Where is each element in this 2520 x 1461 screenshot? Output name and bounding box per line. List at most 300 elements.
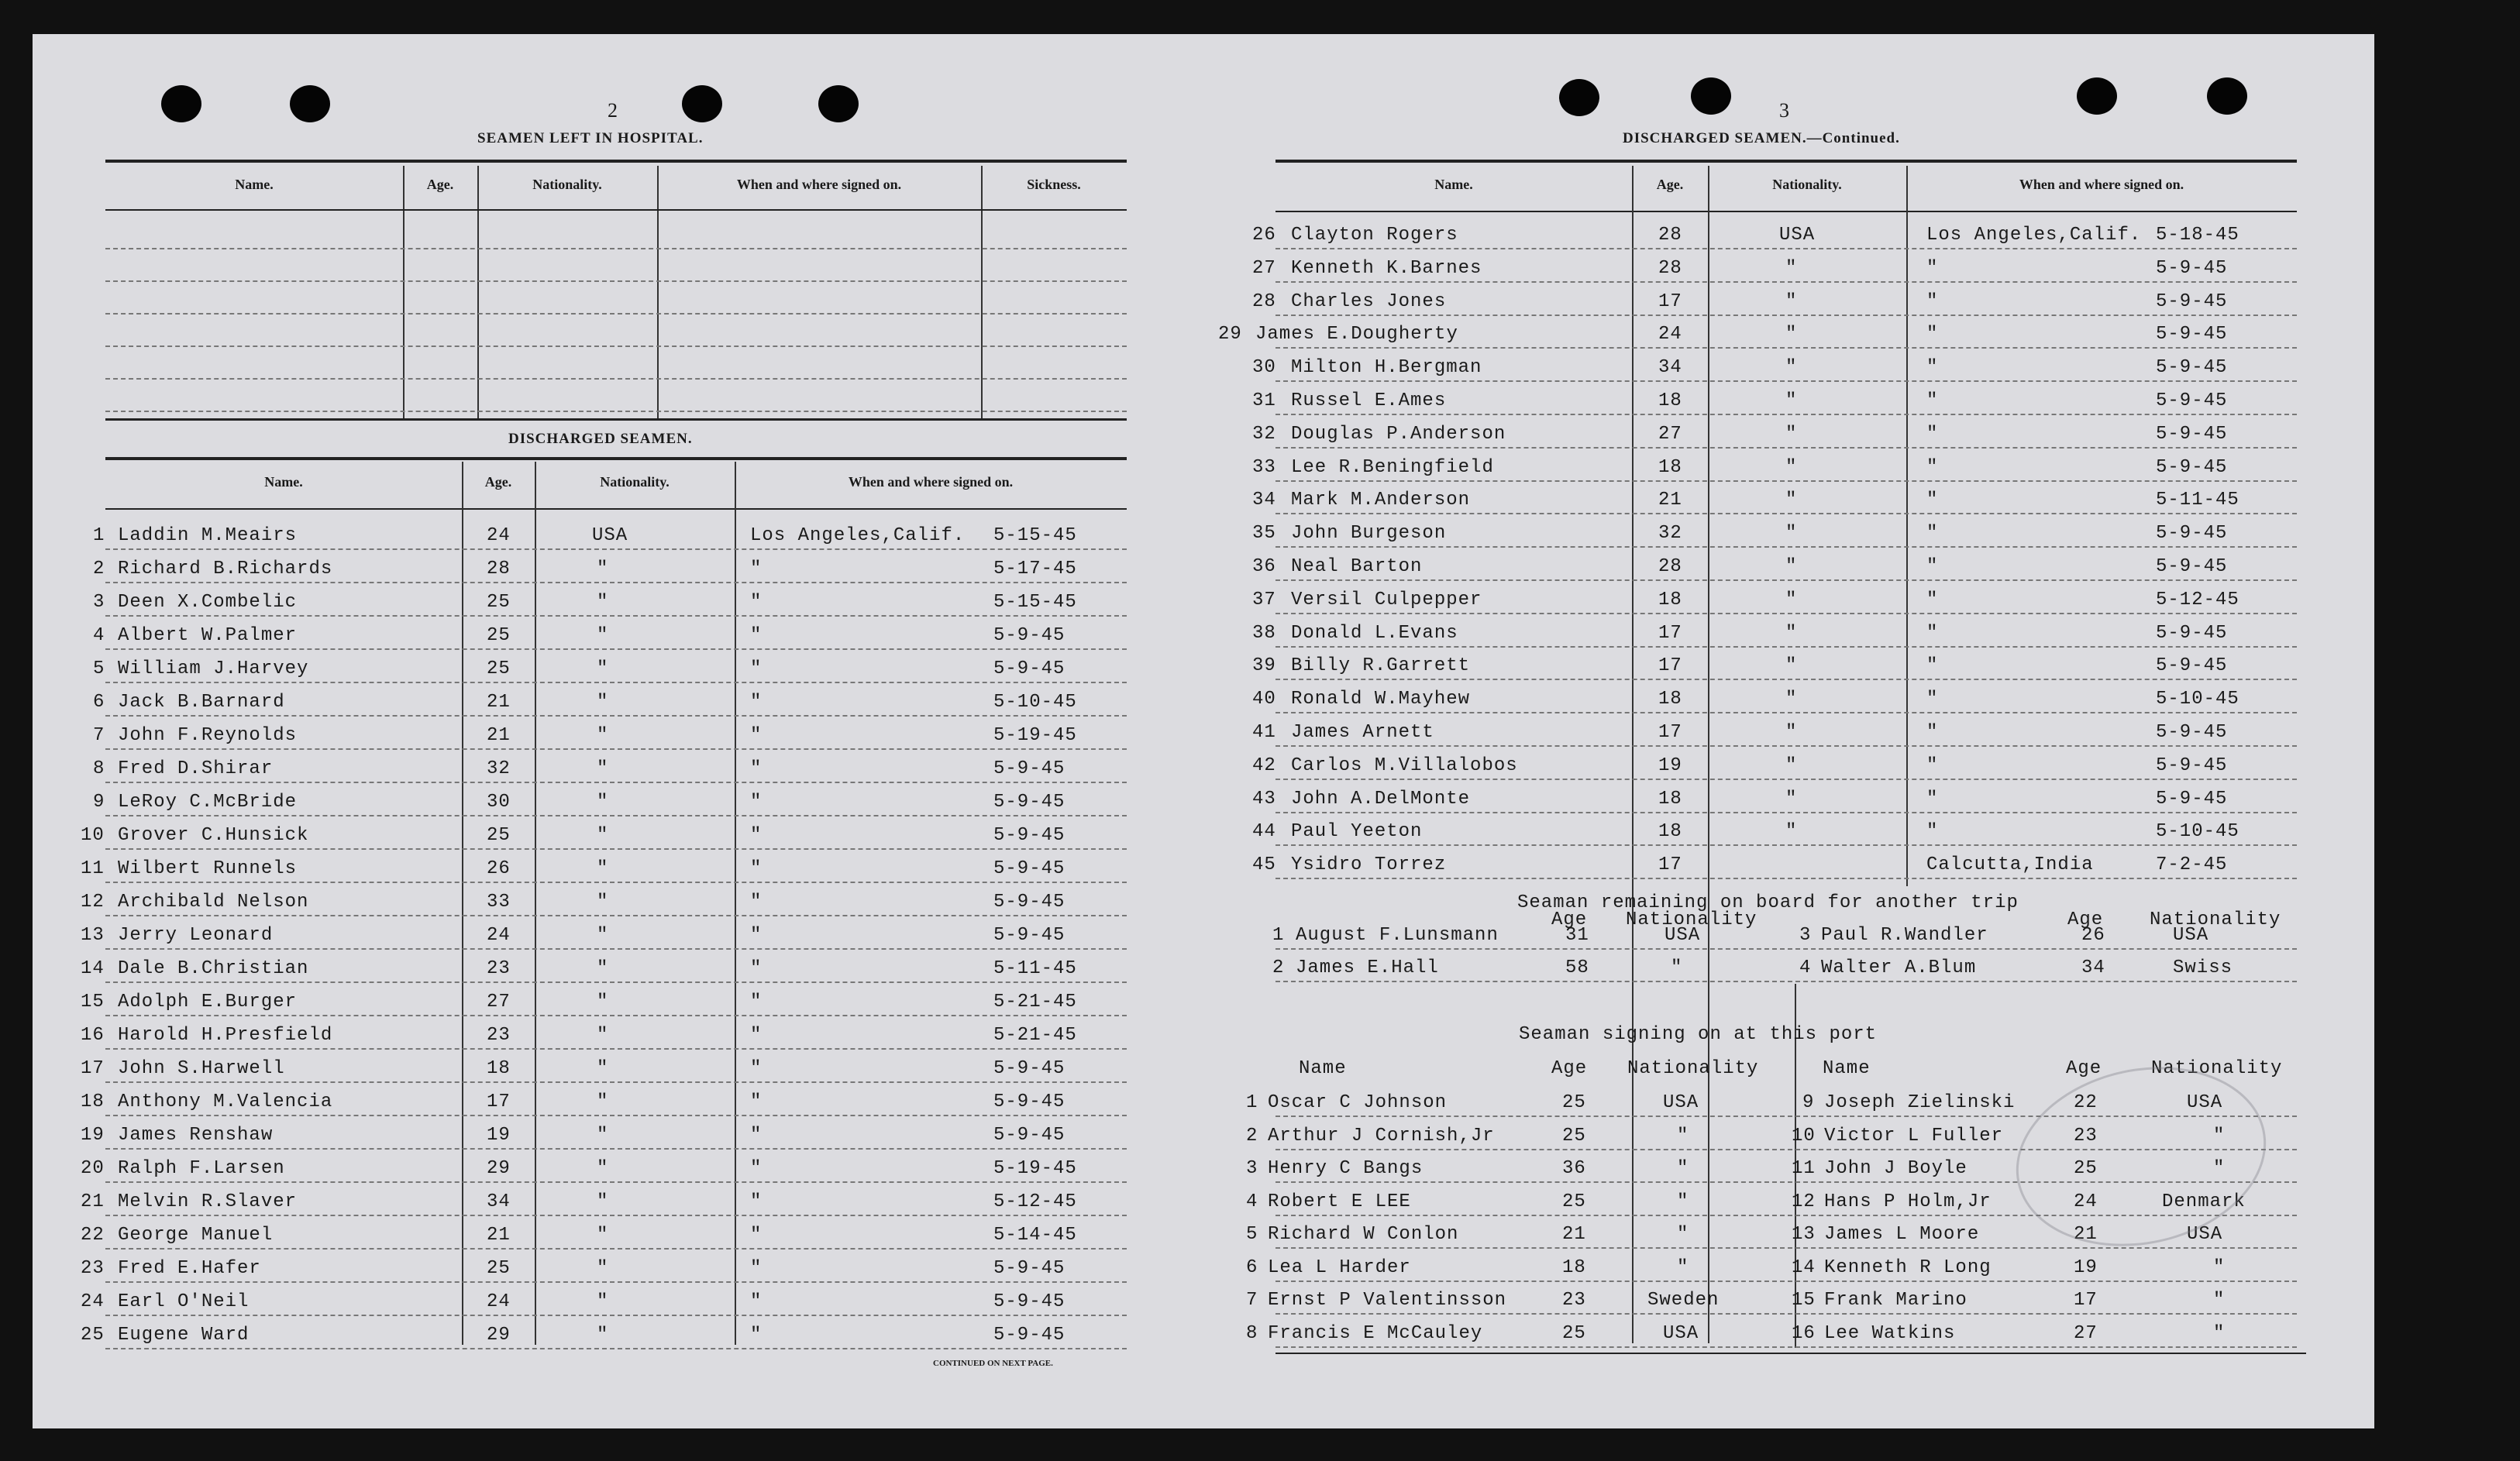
seaman-age: 18 [1658,689,1682,710]
seaman-age: 26 [487,858,511,879]
signed-on-date: 5-9-45 [2156,257,2228,279]
seaman-age: 27 [487,992,511,1012]
row-number: 15 [1792,1290,1816,1311]
signing-section-title: Seaman signing on at this port [1519,1024,1878,1045]
row-number: 1 [93,525,105,546]
signing-age-head-2: Age [2066,1058,2102,1079]
discharged-continued-title: DISCHARGED SEAMEN.—Continued. [1623,130,1900,146]
signed-on-place: " [1926,423,1939,445]
seaman-name: Archibald Nelson [118,892,309,913]
seaman-name: Eugene Ward [118,1325,250,1346]
table-row-rule [1275,646,2297,648]
seaman-nationality: " [597,758,609,779]
seaman-name: Hans P Holm,Jr [1824,1191,1992,1212]
signed-on-date: 5-9-45 [993,1291,1065,1312]
table-row-rule [105,981,1127,984]
table-row-rule [1275,712,2297,714]
seaman-nationality: " [2213,1158,2226,1179]
hospital-blank-row-3 [105,345,1127,348]
signed-on-date: 5-9-45 [993,758,1065,779]
table-row-rule [1275,878,2297,880]
table-row-rule [1275,579,2297,582]
signed-on-place: " [1926,655,1939,677]
table-row-rule [1275,1346,2297,1349]
seaman-nationality: " [1677,1224,1689,1245]
seaman-age: 25 [487,1258,511,1279]
seaman-nationality: " [597,559,609,579]
seaman-age: 29 [487,1158,511,1179]
hospital-blank-row-2 [105,313,1127,315]
signed-on-date: 7-2-45 [2156,854,2228,876]
seaman-name: Earl O'Neil [118,1291,250,1312]
seaman-nationality: " [1785,689,1798,710]
seaman-nationality: " [597,1091,609,1112]
seaman-nationality: " [1677,1158,1689,1179]
seaman-nationality: USA [1779,225,1816,246]
remaining-nat-head-1: Nationality [1626,909,1757,930]
row-number: 18 [81,1091,105,1112]
right-rule-top [1275,160,2297,163]
seaman-nationality: " [597,1325,609,1346]
signed-on-place: " [750,1325,763,1346]
seaman-name: Deen X.Combelic [118,592,298,613]
row-number: 21 [81,1191,105,1212]
row-number: 13 [81,925,105,946]
row-number: 30 [1252,357,1276,379]
signed-on-place: " [750,1091,763,1112]
table-row-rule [105,582,1127,584]
seaman-name: Harold H.Presfield [118,1025,333,1046]
signed-on-date: 5-9-45 [2156,722,2228,743]
signed-on-place: " [750,592,763,613]
seaman-name: Richard W Conlon [1268,1224,1459,1245]
signed-on-date: 5-9-45 [2156,357,2228,379]
table-row-rule [105,1181,1127,1184]
seaman-name: Ernst P Valentinsson [1268,1290,1507,1311]
right-col-head-2: Nationality. [1772,177,1842,192]
seaman-age: 25 [487,625,511,646]
seaman-nationality: " [597,925,609,946]
seaman-name: Fred D.Shirar [118,758,274,779]
row-number: 4 [1246,1191,1258,1212]
table-row-rule [1275,844,2297,847]
signed-on-date: 5-9-45 [2156,755,2228,776]
seaman-name: Francis E McCauley [1268,1322,1483,1344]
signed-on-place: " [1926,490,1939,511]
seaman-name: Anthony M.Valencia [118,1091,333,1112]
row-number: 1 [1272,925,1285,946]
signed-on-date: 5-9-45 [993,1058,1065,1079]
signed-on-date: 5-9-45 [2156,788,2228,810]
signed-on-place: " [750,825,763,846]
seaman-age: 24 [487,925,511,946]
seaman-name: Grover C.Hunsick [118,825,309,846]
table-row-rule [1275,679,2297,681]
signed-on-date: 5-9-45 [993,1325,1065,1346]
seaman-age: 21 [1658,490,1682,511]
signed-on-place: " [1926,324,1939,345]
signed-on-place: " [750,625,763,646]
hospital-col-divider-4 [981,166,983,418]
seaman-age: 25 [487,658,511,679]
signed-on-place: " [1926,357,1939,379]
row-number: 33 [1252,456,1276,478]
row-number: 8 [1246,1322,1258,1344]
table-row-rule [105,1248,1127,1250]
seaman-nationality: " [597,1291,609,1312]
seaman-nationality: " [597,592,609,613]
seaman-age: 29 [487,1325,511,1346]
seaman-name: Jack B.Barnard [118,692,285,713]
row-number: 11 [81,858,105,879]
row-number: 34 [1252,490,1276,511]
table-row-rule [1275,1281,2297,1283]
signed-on-date: 5-19-45 [993,1158,1077,1179]
seaman-age: 36 [1562,1158,1586,1179]
row-number: 4 [1799,957,1812,978]
seaman-name: Charles Jones [1291,290,1447,312]
seaman-nationality: " [1785,423,1798,445]
seaman-name: Henry C Bangs [1268,1158,1424,1179]
hospital-col-divider-3 [657,166,659,418]
row-number: 37 [1252,589,1276,610]
table-row-rule [1275,812,2297,814]
seaman-age: 24 [1658,324,1682,345]
signed-on-date: 5-9-45 [2156,324,2228,345]
seaman-nationality: USA [592,525,628,546]
seaman-age: 22 [2074,1092,2098,1113]
table-row-rule [1275,414,2297,416]
seaman-name: Fred E.Hafer [118,1258,261,1279]
signing-bottom-rule [1275,1353,2306,1354]
seaman-nationality: " [1785,357,1798,379]
seaman-nationality: " [1785,821,1798,843]
seaman-nationality: " [1785,290,1798,312]
signed-on-date: 5-11-45 [993,958,1077,979]
seaman-nationality: " [1677,1256,1689,1278]
seaman-name: James Renshaw [118,1125,274,1146]
remaining-age-head-1: Age [1551,909,1588,930]
signed-on-place: " [1926,788,1939,810]
row-number: 35 [1252,523,1276,545]
seaman-nationality: " [1785,622,1798,644]
signed-on-date: 5-17-45 [993,559,1077,579]
seaman-name: John Burgeson [1291,523,1447,545]
table-row-rule [105,1081,1127,1084]
signed-on-place: " [1926,755,1939,776]
seaman-age: 28 [1658,225,1682,246]
row-number: 6 [93,692,105,713]
seaman-name: Mark M.Anderson [1291,490,1471,511]
table-row-rule [1275,1313,2297,1315]
table-row-rule [1275,513,2297,515]
row-number: 5 [93,658,105,679]
signed-on-place: " [750,1125,763,1146]
signed-on-place: " [750,1025,763,1046]
seaman-age: 24 [487,1291,511,1312]
seaman-age: 30 [487,792,511,813]
signed-on-place: " [750,658,763,679]
signed-on-date: 5-9-45 [2156,523,2228,545]
signed-on-date: 5-9-45 [2156,622,2228,644]
hospital-col-head-4: Sickness. [1027,177,1081,192]
left-page-number: 2 [608,99,618,122]
seaman-name: Oscar C Johnson [1268,1092,1448,1113]
seaman-name: Ralph F.Larsen [118,1158,285,1179]
punch-hole-3 [682,85,722,122]
seaman-nationality: " [597,625,609,646]
seaman-nationality: " [1785,655,1798,677]
signed-on-place: " [750,892,763,913]
seaman-name: Arthur J Cornish,Jr [1268,1125,1495,1146]
row-number: 36 [1252,556,1276,577]
table-row-rule [1275,613,2297,615]
seaman-age: 18 [1658,390,1682,411]
seaman-age: 19 [2074,1256,2098,1278]
seaman-age: 21 [2074,1224,2098,1245]
signed-on-place: " [1926,689,1939,710]
seaman-age: 25 [1562,1191,1586,1212]
hospital-section-title: SEAMEN LEFT IN HOSPITAL. [477,130,704,146]
row-number: 38 [1252,622,1276,644]
hospital-head-rule [105,209,1127,211]
seaman-age: 25 [1562,1125,1586,1146]
table-row-rule [105,648,1127,651]
table-row-rule [1275,248,2297,250]
seaman-age: 17 [2074,1290,2098,1311]
seaman-nationality: USA [2187,1092,2223,1113]
table-row-rule [105,848,1127,851]
row-number: 10 [81,825,105,846]
seaman-age: 58 [1565,957,1589,978]
seaman-name: Paul Yeeton [1291,821,1423,843]
signed-on-date: 5-9-45 [2156,390,2228,411]
seaman-nationality: " [1785,456,1798,478]
seaman-nationality: Swiss [2173,957,2233,978]
seaman-nationality: " [2213,1290,2226,1311]
seaman-name: Melvin R.Slaver [118,1191,298,1212]
seaman-nationality: " [1785,722,1798,743]
seaman-name: Neal Barton [1291,556,1423,577]
remaining-age-head-2: Age [2067,909,2104,930]
signed-on-place: " [750,1258,763,1279]
seaman-age: 17 [1658,722,1682,743]
seaman-nationality: " [597,858,609,879]
seaman-name: James E.Hall [1296,957,1439,978]
seaman-name: John F.Reynolds [118,725,298,746]
signed-on-place: " [750,1191,763,1212]
table-row-rule [1275,745,2297,748]
signed-on-place: " [1926,556,1939,577]
seaman-nationality: " [597,1058,609,1079]
signed-on-place: " [750,792,763,813]
signed-on-place: " [1926,622,1939,644]
seaman-age: 24 [487,525,511,546]
right-col-head-1: Age. [1656,177,1684,192]
signed-on-date: 5-11-45 [2156,490,2239,511]
seaman-name: Dale B.Christian [118,958,309,979]
remaining-nat-head-2: Nationality [2150,909,2281,930]
seaman-name: Versil Culpepper [1291,589,1482,610]
signed-on-place: " [750,1158,763,1179]
signed-on-place: " [1926,257,1939,279]
seaman-nationality: " [1677,1191,1689,1212]
row-number: 19 [81,1125,105,1146]
table-row-rule [105,748,1127,751]
table-row-rule [105,1115,1127,1117]
signed-on-place: " [750,925,763,946]
row-number: 4 [93,625,105,646]
row-number: 28 [1252,290,1276,312]
hospital-col-head-2: Nationality. [532,177,602,192]
seaman-age: 17 [1658,655,1682,677]
seaman-nationality: " [1677,1125,1689,1146]
row-number: 10 [1792,1125,1816,1146]
signed-on-place: " [1926,722,1939,743]
signing-nat-head-1: Nationality [1627,1058,1759,1079]
hospital-col-head-1: Age. [426,177,454,192]
signed-on-date: 5-9-45 [993,1091,1065,1112]
hospital-col-divider-2 [477,166,479,418]
row-number: 9 [93,792,105,813]
seaman-name: Jerry Leonard [118,925,274,946]
discharged-col-head-3: When and where signed on. [848,474,1014,490]
discharged-col-divider-1 [462,462,463,1345]
signed-on-date: 5-10-45 [2156,821,2239,843]
seaman-age: 17 [1658,290,1682,312]
right-col-divider-2 [1708,166,1709,1343]
seaman-name: Lea L Harder [1268,1256,1411,1278]
seaman-nationality: " [597,1158,609,1179]
seaman-age: 23 [1562,1290,1586,1311]
signed-on-date: 5-9-45 [993,792,1065,813]
hospital-blank-row-1 [105,280,1127,283]
seaman-age: 17 [1658,622,1682,644]
seaman-age: 19 [487,1125,511,1146]
row-number: 12 [81,892,105,913]
seaman-age: 25 [1562,1322,1586,1344]
seaman-name: Richard B.Richards [118,559,333,579]
seaman-age: 25 [2074,1158,2098,1179]
seaman-nationality: " [597,825,609,846]
signed-on-date: 5-9-45 [993,1125,1065,1146]
table-row-rule [1275,480,2297,483]
signed-on-place: " [750,559,763,579]
signed-on-place: " [1926,456,1939,478]
signed-on-place: Calcutta,India [1926,854,2094,876]
row-number: 42 [1252,755,1276,776]
signed-on-date: 5-21-45 [993,1025,1077,1046]
hospital-rule-bottom [105,418,1127,421]
row-number: 6 [1246,1256,1258,1278]
signed-on-date: 5-9-45 [2156,655,2228,677]
seaman-nationality: " [2213,1125,2226,1146]
row-number: 13 [1792,1224,1816,1245]
signed-on-date: 5-10-45 [993,692,1077,713]
row-number: 16 [1792,1322,1816,1344]
table-row-rule [1275,347,2297,349]
signed-on-place: " [750,1058,763,1079]
seaman-age: 18 [1562,1256,1586,1278]
row-number: 27 [1252,257,1276,279]
table-row-rule [1275,779,2297,781]
seaman-nationality: " [1785,556,1798,577]
hospital-blank-row-0 [105,248,1127,250]
signed-on-place: " [750,692,763,713]
table-row-rule [105,1148,1127,1150]
seaman-age: 24 [2074,1191,2098,1212]
punch-hole-8 [2207,77,2247,115]
signed-on-date: 5-9-45 [2156,290,2228,312]
table-row-rule [105,915,1127,917]
row-number: 14 [1792,1256,1816,1278]
seaman-name: Billy R.Garrett [1291,655,1471,677]
seaman-age: 28 [1658,556,1682,577]
row-number: 31 [1252,390,1276,411]
seaman-nationality: " [597,1025,609,1046]
seaman-nationality: " [597,1191,609,1212]
right-page-number: 3 [1779,99,1789,122]
table-row-rule [105,615,1127,617]
seaman-nationality: " [597,1125,609,1146]
signed-on-date: 5-10-45 [2156,689,2239,710]
seaman-age: 32 [1658,523,1682,545]
signed-on-place: " [750,758,763,779]
discharged-head-rule [105,508,1127,510]
row-number: 11 [1792,1158,1816,1179]
seaman-age: 33 [487,892,511,913]
table-row-rule [1275,315,2297,317]
table-row-rule [105,548,1127,551]
table-row-rule [105,882,1127,884]
seaman-age: 34 [1658,357,1682,379]
row-number: 14 [81,958,105,979]
seaman-name: Russel E.Ames [1291,390,1447,411]
seaman-name: Adolph E.Burger [118,992,298,1012]
seaman-nationality: " [1671,957,1683,978]
row-number: 3 [1246,1158,1258,1179]
seaman-nationality: " [2213,1322,2226,1344]
table-row-rule [1275,546,2297,548]
seaman-age: 18 [1658,821,1682,843]
signed-on-place: " [1926,390,1939,411]
discharged-col-divider-2 [535,462,536,1345]
hospital-blank-row-4 [105,378,1127,380]
punch-hole-4 [818,85,859,122]
punch-hole-2 [290,85,330,122]
row-number: 41 [1252,722,1276,743]
seaman-nationality: " [597,1258,609,1279]
right-col-head-3: When and where signed on. [2019,177,2184,192]
table-row-rule [105,948,1127,951]
seaman-name: Lee R.Beningfield [1291,456,1494,478]
seaman-age: 23 [487,958,511,979]
signing-age-head-1: Age [1551,1058,1588,1079]
table-row-rule [105,815,1127,817]
seaman-nationality: " [597,992,609,1012]
signing-name-head-2: Name [1823,1058,1871,1079]
signed-on-place: Los Angeles,Calif. [1926,225,2142,246]
seaman-age: 18 [1658,589,1682,610]
seaman-name: Kenneth R Long [1824,1256,1992,1278]
table-row-rule [1275,281,2297,284]
seaman-nationality: " [597,1225,609,1246]
row-number: 5 [1246,1224,1258,1245]
seaman-age: 18 [1658,456,1682,478]
seaman-age: 17 [487,1091,511,1112]
seaman-nationality: Sweden [1647,1290,1720,1311]
row-number: 12 [1792,1191,1816,1212]
